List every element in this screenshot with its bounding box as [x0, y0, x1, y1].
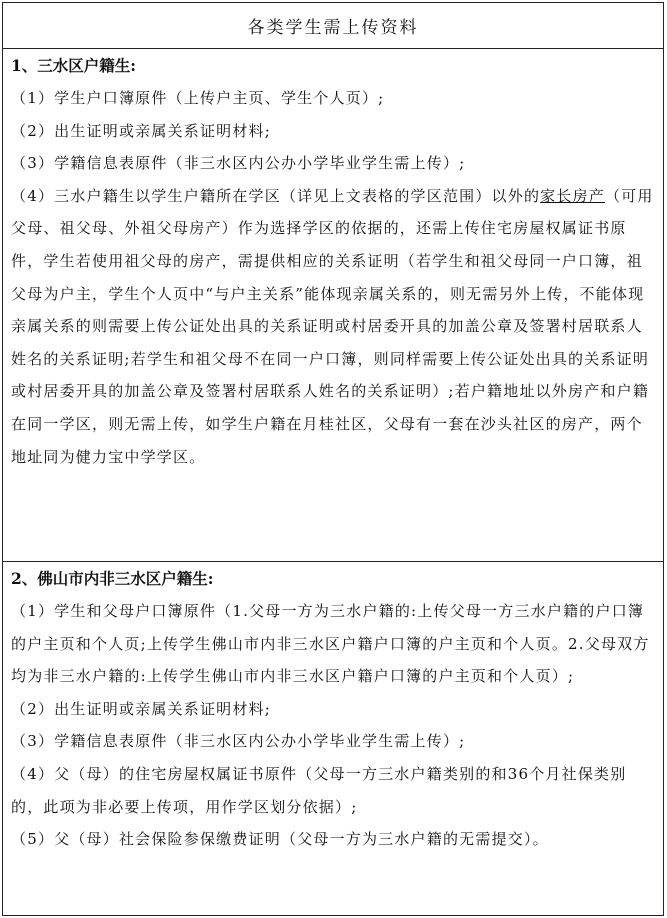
section-heading: 2、佛山市内非三水区户籍生: — [11, 569, 214, 588]
item-text: （可用父母、祖父母、外祖父母房产）作为选择学区的依据的，还需上传住宅房屋权属证书原件，学生若使用祖父母的房产，需提供相应的关系证明（若学生和祖父母同一户口簿，祖父母为户主，学生个人页中“与户主关系”能体现亲属关系的，则无需另外上传，不能体现亲属关系的则需要上传公证处出具的关系证明或村居委开具的加盖公章及签署村居联系人姓名的关系证明;若学生和祖父母不在同一户口簿，则同样需要上传公证处出具的关系证明或村居委开具的加盖公章及签署村居联系人姓名的关系证明）;若户籍地址以外房产和户籍在同一学区，则无需上传，如学生户籍在月桂社区，父母有一套在沙头社区的房产，两个地址同为健力宝中学学区。 — [11, 186, 654, 466]
list-item: （4）父（母）的住宅房屋权属证书原件（父母一方三水户籍类别的和36个月社保类别的，此项为非必要上传项，用作学区划分依据）; — [11, 764, 627, 816]
list-item: （2）出生证明或亲属关系证明材料; — [11, 121, 271, 140]
section-foshan-non-sanshui — [3, 562, 663, 918]
list-item: （1）学生户口簿原件（上传户主页、学生个人页）; — [11, 89, 385, 107]
section-heading: 1、三水区户籍生: — [11, 56, 137, 75]
section-sanshui-household — [3, 49, 663, 562]
underlined-text: 家长房产 — [540, 186, 605, 205]
list-item: （5）父（母）社会保险参保缴费证明（父母一方为三水户籍的无需提交）。 — [11, 830, 549, 849]
list-item: （1）学生和父母户口簿原件（1.父母一方为三水户籍的:上传父母一方三水户籍的户口簿的户主页和个人页;上传学生佛山市内非三水区户籍户口簿的户主页和个人页。2.父母双方均为非三水户籍的:上传学生佛山市内非三水区户籍户口簿的户主页和个人页）; — [11, 602, 650, 686]
item-text: （4）三水户籍生以学生户籍所在学区（详见上文表格的学区范围）以外的 — [11, 186, 541, 205]
document-table — [2, 2, 664, 916]
list-item — [11, 180, 655, 473]
document-title: 各类学生需上传资料 — [3, 3, 663, 49]
list-item: （3）学籍信息表原件（非三水区内公办小学毕业学生需上传）; — [11, 732, 466, 751]
list-item: （3）学籍信息表原件（非三水区内公办小学毕业学生需上传）; — [11, 154, 466, 173]
list-item: （2）出生证明或亲属关系证明材料; — [11, 699, 271, 718]
